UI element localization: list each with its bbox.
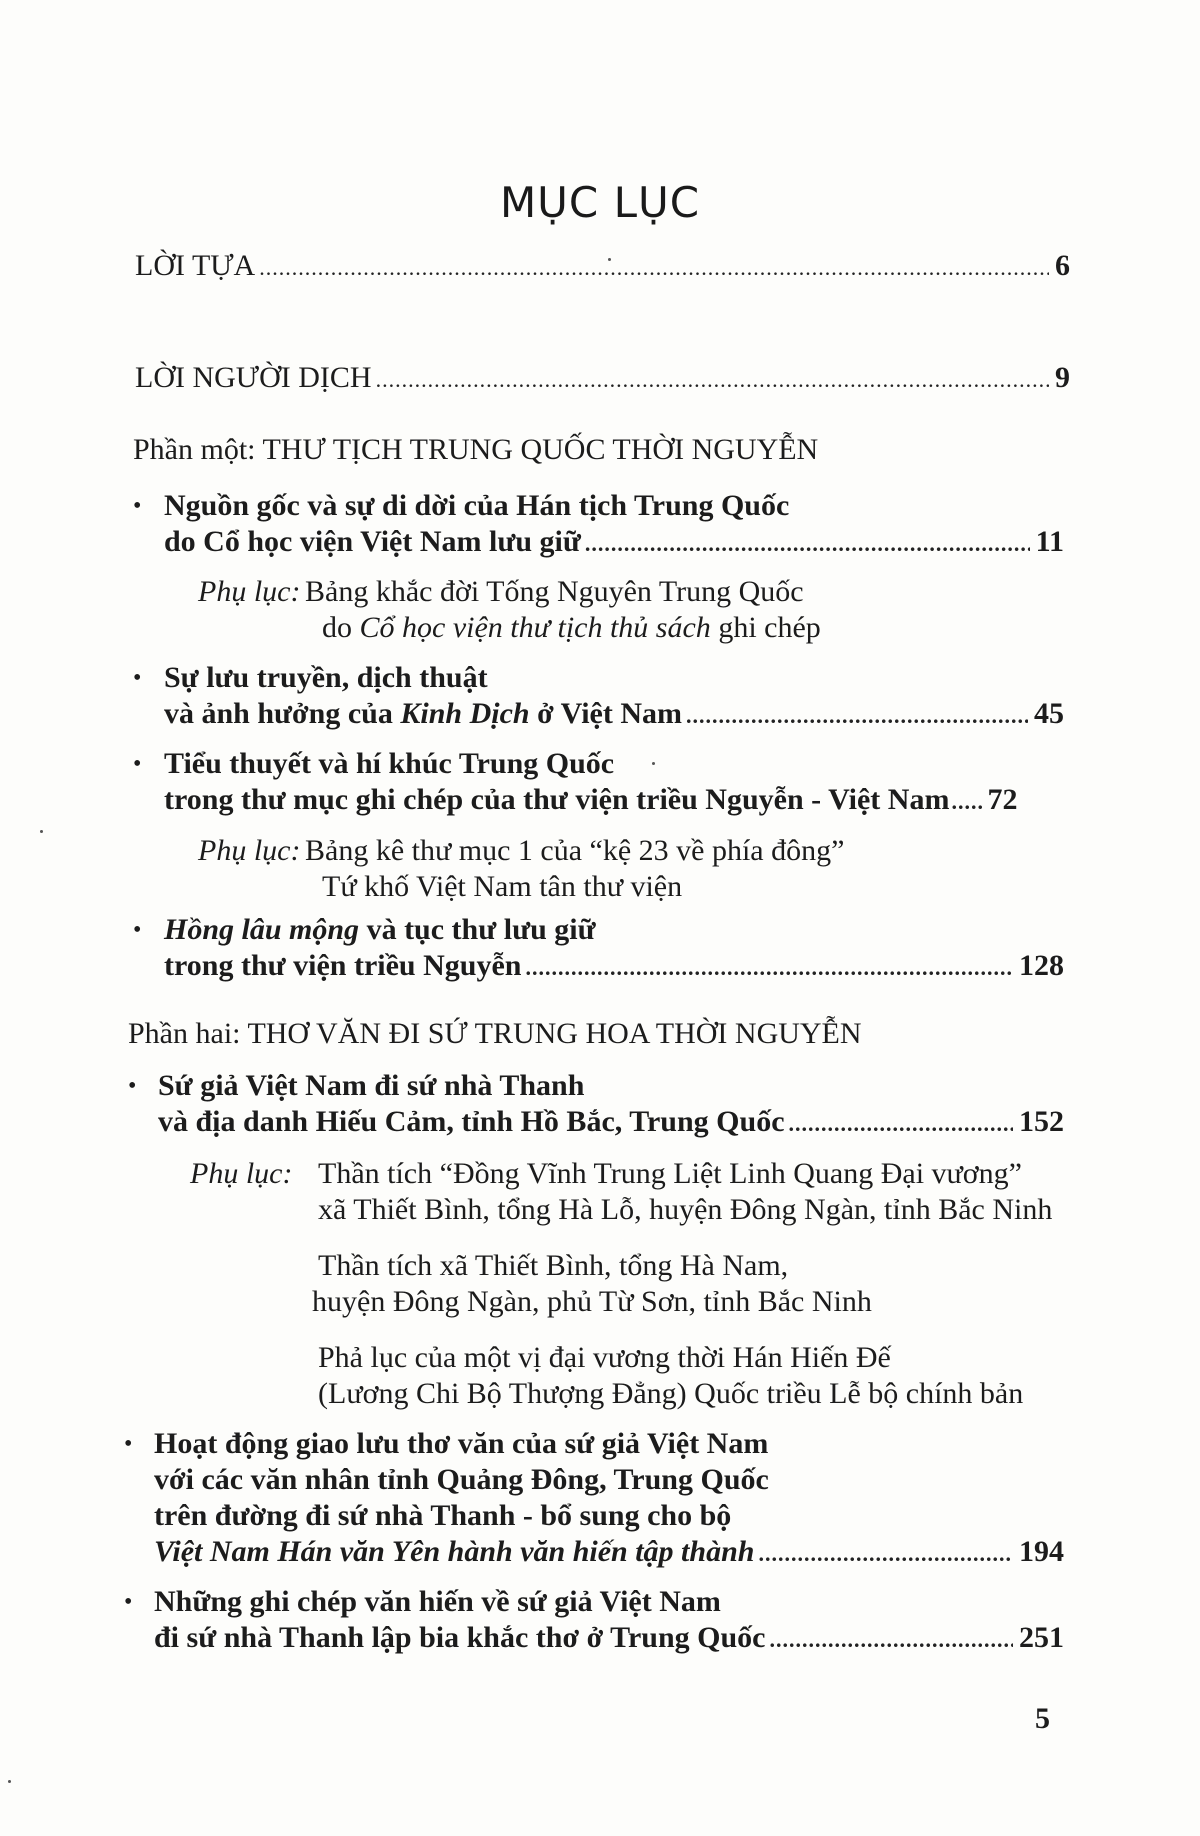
dot-leader bbox=[789, 1106, 1013, 1142]
toc-entry-p1-item1 bbox=[164, 524, 1064, 562]
toc-entry-loi-tua bbox=[135, 248, 1070, 286]
bullet-icon: • bbox=[133, 665, 142, 691]
dot-leader bbox=[259, 250, 1049, 286]
text-segment-italic: Cổ học viện thư tịch thủ sách bbox=[359, 611, 711, 644]
dot-leader bbox=[686, 698, 1028, 734]
appendix-line: huyện Đông Ngàn, phủ Từ Sơn, tỉnh Bắc Ninh bbox=[312, 1285, 872, 1318]
toc-entry-text: LỜI NGƯỜI DỊCH bbox=[135, 361, 372, 394]
text-segment: và tục thư lưu giữ bbox=[359, 913, 596, 946]
toc-page-number: 128 bbox=[1019, 949, 1064, 982]
dot-leader bbox=[585, 526, 1030, 562]
toc-page-number: 6 bbox=[1055, 249, 1070, 282]
toc-entry-text: LỜI TỰA bbox=[135, 249, 256, 282]
toc-entry-p2-item3 bbox=[154, 1620, 1064, 1658]
text-segment: do bbox=[322, 611, 360, 644]
toc-item-line: Tiểu thuyết và hí khúc Trung Quốc bbox=[164, 747, 615, 780]
appendix-line: (Lương Chi Bộ Thượng Đẳng) Quốc triều Lễ bộ chính bản bbox=[318, 1377, 1024, 1410]
page-number: 5 bbox=[1035, 1702, 1050, 1735]
toc-page-number: 45 bbox=[1034, 697, 1064, 730]
toc-entry-text: Việt Nam Hán văn Yên hành văn hiến tập thành bbox=[154, 1535, 755, 1568]
scan-speck bbox=[652, 762, 655, 765]
part-heading-2: Phần hai: THƠ VĂN ĐI SỨ TRUNG HOA THỜI NGUYỄN bbox=[128, 1017, 862, 1050]
toc-entry-loi-nguoi-dich bbox=[135, 360, 1070, 398]
appendix-label: Phụ lục: bbox=[190, 1157, 293, 1190]
toc-item-line: trên đường đi sứ nhà Thanh - bổ sung cho bộ bbox=[154, 1499, 732, 1532]
part-heading-1: Phần một: THƯ TỊCH TRUNG QUỐC THỜI NGUYỄN bbox=[133, 433, 819, 466]
scan-speck bbox=[40, 830, 43, 833]
text-segment: và ảnh hưởng của bbox=[164, 697, 401, 730]
bullet-icon: • bbox=[133, 751, 142, 777]
appendix-label: Phụ lục: bbox=[198, 834, 301, 867]
bullet-icon: • bbox=[124, 1431, 133, 1457]
toc-item-line: Nguồn gốc và sự di dời của Hán tịch Trung Quốc bbox=[164, 489, 790, 522]
appendix-line bbox=[322, 610, 821, 646]
text-segment-italic: Kinh Dịch bbox=[400, 697, 530, 730]
toc-item-line: Sứ giả Việt Nam đi sứ nhà Thanh bbox=[158, 1069, 585, 1102]
toc-entry-text: và địa danh Hiếu Cảm, tỉnh Hồ Bắc, Trung Quốc bbox=[158, 1105, 785, 1138]
toc-page-number: 11 bbox=[1035, 525, 1064, 558]
scan-speck bbox=[608, 258, 611, 261]
toc-entry-text: do Cổ học viện Việt Nam lưu giữ bbox=[164, 525, 581, 558]
appendix-label: Phụ lục: bbox=[198, 575, 301, 608]
toc-page-number: 194 bbox=[1019, 1535, 1064, 1568]
dot-leader bbox=[758, 1536, 1013, 1572]
dot-leader bbox=[951, 784, 985, 820]
bullet-icon: • bbox=[128, 1073, 137, 1099]
toc-page-number: 152 bbox=[1019, 1105, 1064, 1138]
bullet-icon: • bbox=[133, 917, 142, 943]
dot-leader bbox=[376, 362, 1049, 398]
toc-item-line: với các văn nhân tỉnh Quảng Đông, Trung Quốc bbox=[154, 1463, 769, 1496]
appendix-line: xã Thiết Bình, tổng Hà Lỗ, huyện Đông Ngàn, tỉnh Bắc Ninh bbox=[318, 1193, 1053, 1226]
text-segment: ở Việt Nam bbox=[529, 697, 682, 730]
toc-page-number: 72 bbox=[987, 783, 1018, 816]
toc-item-line: Những ghi chép văn hiến về sứ giả Việt Nam bbox=[154, 1585, 721, 1618]
text-segment: ghi chép bbox=[710, 611, 821, 644]
toc-entry-p1-item3 bbox=[164, 782, 1064, 820]
toc-entry-text: trong thư mục ghi chép của thư viện triều Nguyễn - Việt Nam bbox=[164, 783, 950, 816]
toc-page-number: 251 bbox=[1019, 1621, 1064, 1654]
dot-leader bbox=[769, 1622, 1013, 1658]
appendix-line: Thần tích xã Thiết Bình, tổng Hà Nam, bbox=[318, 1249, 789, 1282]
appendix-line: Phả lục của một vị đại vương thời Hán Hiến Đế bbox=[318, 1341, 891, 1374]
page-title: MỤC LỤC bbox=[499, 178, 701, 227]
toc-entry-p2-item2 bbox=[154, 1534, 1064, 1572]
toc-entry-p1-item4 bbox=[164, 948, 1064, 986]
bullet-icon: • bbox=[124, 1589, 133, 1615]
toc-item-line: Hoạt động giao lưu thơ văn của sứ giả Việt Nam bbox=[154, 1427, 769, 1460]
toc-entry-text: đi sứ nhà Thanh lập bia khắc thơ ở Trung Quốc bbox=[154, 1621, 766, 1654]
toc-item-line: Sự lưu truyền, dịch thuật bbox=[164, 661, 488, 694]
toc-page-number: 9 bbox=[1055, 361, 1070, 394]
toc-entry-text bbox=[164, 696, 682, 732]
toc-entry-p1-item2 bbox=[164, 696, 1064, 734]
scan-speck bbox=[8, 1780, 11, 1783]
toc-entry-text: trong thư viện triều Nguyễn bbox=[164, 949, 522, 982]
dot-leader bbox=[525, 950, 1013, 986]
appendix-line: Bảng kê thư mục 1 của “kệ 23 về phía đông” bbox=[305, 834, 845, 867]
appendix-line: Tứ khố Việt Nam tân thư viện bbox=[322, 870, 683, 903]
appendix-line: Thần tích “Đồng Vĩnh Trung Liệt Linh Quang Đại vương” bbox=[318, 1157, 1022, 1190]
toc-item-line bbox=[164, 912, 596, 948]
bullet-icon: • bbox=[133, 493, 142, 519]
appendix-line: Bảng khắc đời Tống Nguyên Trung Quốc bbox=[305, 575, 804, 608]
text-segment-italic: Hồng lâu mộng bbox=[164, 913, 360, 946]
toc-entry-p2-item1 bbox=[158, 1104, 1064, 1142]
